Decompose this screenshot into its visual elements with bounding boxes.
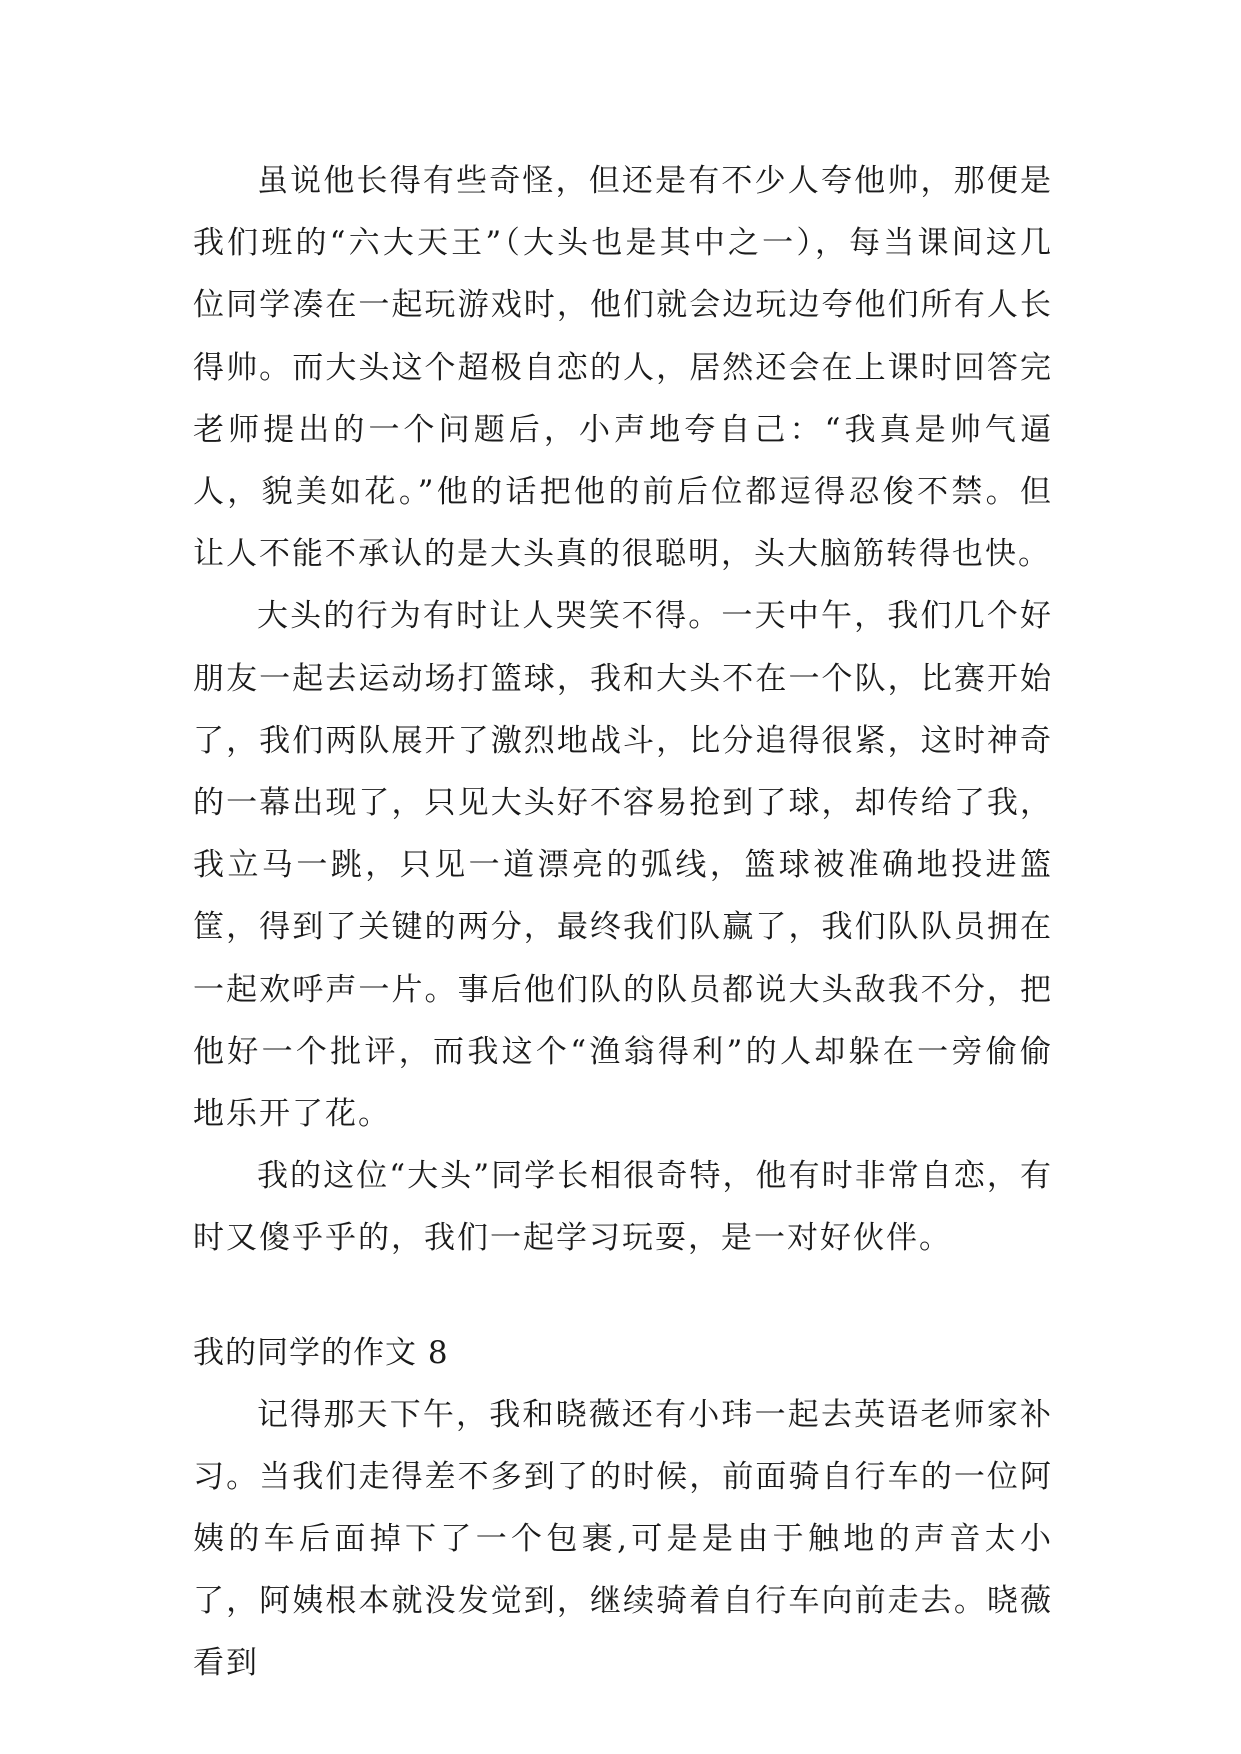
document-body [193, 150, 1053, 1695]
paragraph-2: 大头的行为有时让人哭笑不得。一天中午，我们几个好朋友一起去运动场打篮球，我和大头不在一个队，比赛开始了，我们两队展开了激烈地战斗，比分追得很紧，这时神奇的一幕出现了，只见大头好不容易抢到了球，却传给了我，我立马一跳，只见一道漂亮的弧线，篮球被准确地投进篮筐，得到了关键的两分，最终我们队赢了，我们队队员拥在一起欢呼声一片。事后他们队的队员都说大头敌我不分，把他好一个批评，而我这个“渔翁得利”的人却躲在一旁偷偷地乐开了花。 [193, 598, 1053, 1133]
paragraph-1: 虽说他长得有些奇怪，但还是有不少人夸他帅，那便是我们班的“六大天王”（大头也是其中之一），每当课间这几位同学凑在一起玩游戏时，他们就会边玩边夸他们所有人长得帅。而大头这个超极自恋的人，居然还会在上课时回答完老师提出的一个问题后，小声地夸自己：“我真是帅气逼人，貌美如花。”他的话把他的前后位都逗得忍俊不禁。但让人不能不承认的是大头真的很聪明，头大脑筋转得也快。 [193, 163, 1053, 573]
paragraph-4: 记得那天下午，我和晓薇还有小玮一起去英语老师家补习。当我们走得差不多到了的时候，前面骑自行车的一位阿姨的车后面掉下了一个包裹,可是是由于触地的声音太小了，阿姨根本就没发觉到，继续骑着自行车向前走去。晓薇看到 [193, 1396, 1053, 1682]
paragraph-3: 我的这位“大头”同学长相很奇特，他有时非常自恋，有时又傻乎乎的，我们一起学习玩耍，是一对好伙伴。 [193, 1158, 1053, 1257]
section-heading: 我的同学的作文 8 [193, 1334, 449, 1371]
